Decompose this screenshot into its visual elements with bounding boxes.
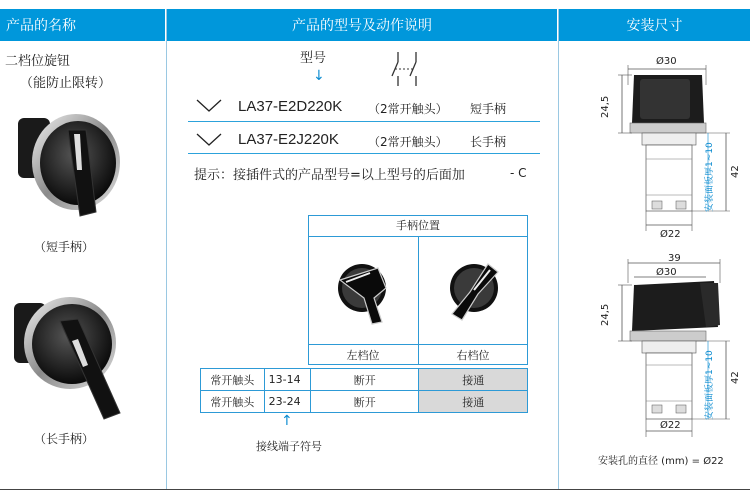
right-position-label: 右档位: [418, 344, 528, 365]
top-dim-head-height: 24,5: [600, 95, 611, 118]
bottom-dim-diameter-bottom: Ø22: [660, 420, 681, 431]
left-position-knob-image: [334, 258, 394, 328]
bottom-rule: [0, 489, 750, 490]
column-divider-1: [166, 9, 167, 490]
top-dim-diameter-top: Ø30: [656, 56, 677, 67]
plug-in-hint: 提示：接插件式的产品型号=以上型号的后面加: [194, 168, 465, 183]
column-divider-2: [558, 9, 559, 490]
header-install-dimensions-label: 安装尺寸: [626, 18, 683, 34]
short-handle-dimension-drawing: [600, 55, 745, 245]
model-handle-2: 长手柄: [470, 135, 507, 149]
model-contacts-1: （2常开触头）: [368, 102, 448, 116]
handle-position-title: 手柄位置: [308, 215, 528, 237]
mounting-hole-note: 安装孔的直径 (mm) = Ø22: [598, 456, 724, 467]
header-model-description: [167, 9, 557, 41]
position-symbol-icon: [196, 133, 222, 147]
left-state-2: 断开: [311, 391, 419, 413]
top-dim-diameter-bottom: Ø22: [660, 229, 681, 240]
model-code-1: LA37-E2D220K: [238, 98, 343, 115]
left-state-1: 断开: [311, 369, 419, 391]
terminal-note: 接线端子符号: [256, 440, 322, 453]
bottom-dim-diameter-top: Ø30: [656, 267, 677, 278]
right-state-1: 接通: [419, 369, 528, 391]
contact-label-2: 常开触头: [201, 391, 265, 413]
contact-symbol-icon: [388, 50, 428, 88]
contact-state-table: [200, 368, 528, 413]
short-handle-caption: （短手柄）: [34, 240, 95, 254]
header-install-dimensions: [559, 9, 750, 41]
model-code-2: LA37-E2J220K: [238, 131, 339, 148]
model-type-arrow: ↓: [313, 68, 325, 84]
header-product-name-label: 产品的名称: [6, 18, 76, 34]
right-state-2: 接通: [419, 391, 528, 413]
bottom-dim-width: 39: [668, 253, 681, 264]
product-name-line2: （能防止限转）: [20, 76, 112, 91]
long-handle-caption: （长手柄）: [34, 432, 95, 446]
product-name-line1: 二档位旋钮: [5, 54, 71, 69]
short-handle-knob-image: [8, 100, 128, 225]
model-handle-1: 短手柄: [470, 102, 507, 116]
long-handle-knob-image: [8, 293, 133, 423]
left-position-label: 左档位: [308, 344, 418, 365]
bottom-dim-head-height: 24,5: [600, 303, 611, 326]
terminal-1: 13-14: [264, 369, 310, 391]
model-row-divider-2: [188, 153, 540, 154]
contact-label-1: 常开触头: [201, 369, 265, 391]
table-row: [201, 391, 528, 413]
right-position-knob-image: [444, 258, 504, 328]
top-dim-total-height: 42: [730, 165, 741, 178]
table-row: [201, 369, 528, 391]
plug-in-hint-suffix: - C: [510, 166, 527, 180]
top-dim-panel-thickness: 安装面板厚1~10: [705, 142, 715, 212]
header-product-name: [0, 9, 165, 41]
header-model-description-label: 产品的型号及动作说明: [292, 18, 432, 34]
model-type-label: 型号: [300, 51, 327, 66]
position-symbol-icon: [196, 99, 222, 113]
model-row-divider-1: [188, 121, 540, 122]
terminal-2: 23-24: [264, 391, 310, 413]
terminal-note-arrow: ↑: [281, 413, 293, 429]
model-contacts-2: （2常开触头）: [368, 135, 448, 149]
bottom-dim-total-height: 42: [730, 371, 741, 384]
bottom-dim-panel-thickness: 安装面板厚1~10: [705, 350, 715, 420]
long-handle-dimension-drawing: [600, 255, 745, 445]
